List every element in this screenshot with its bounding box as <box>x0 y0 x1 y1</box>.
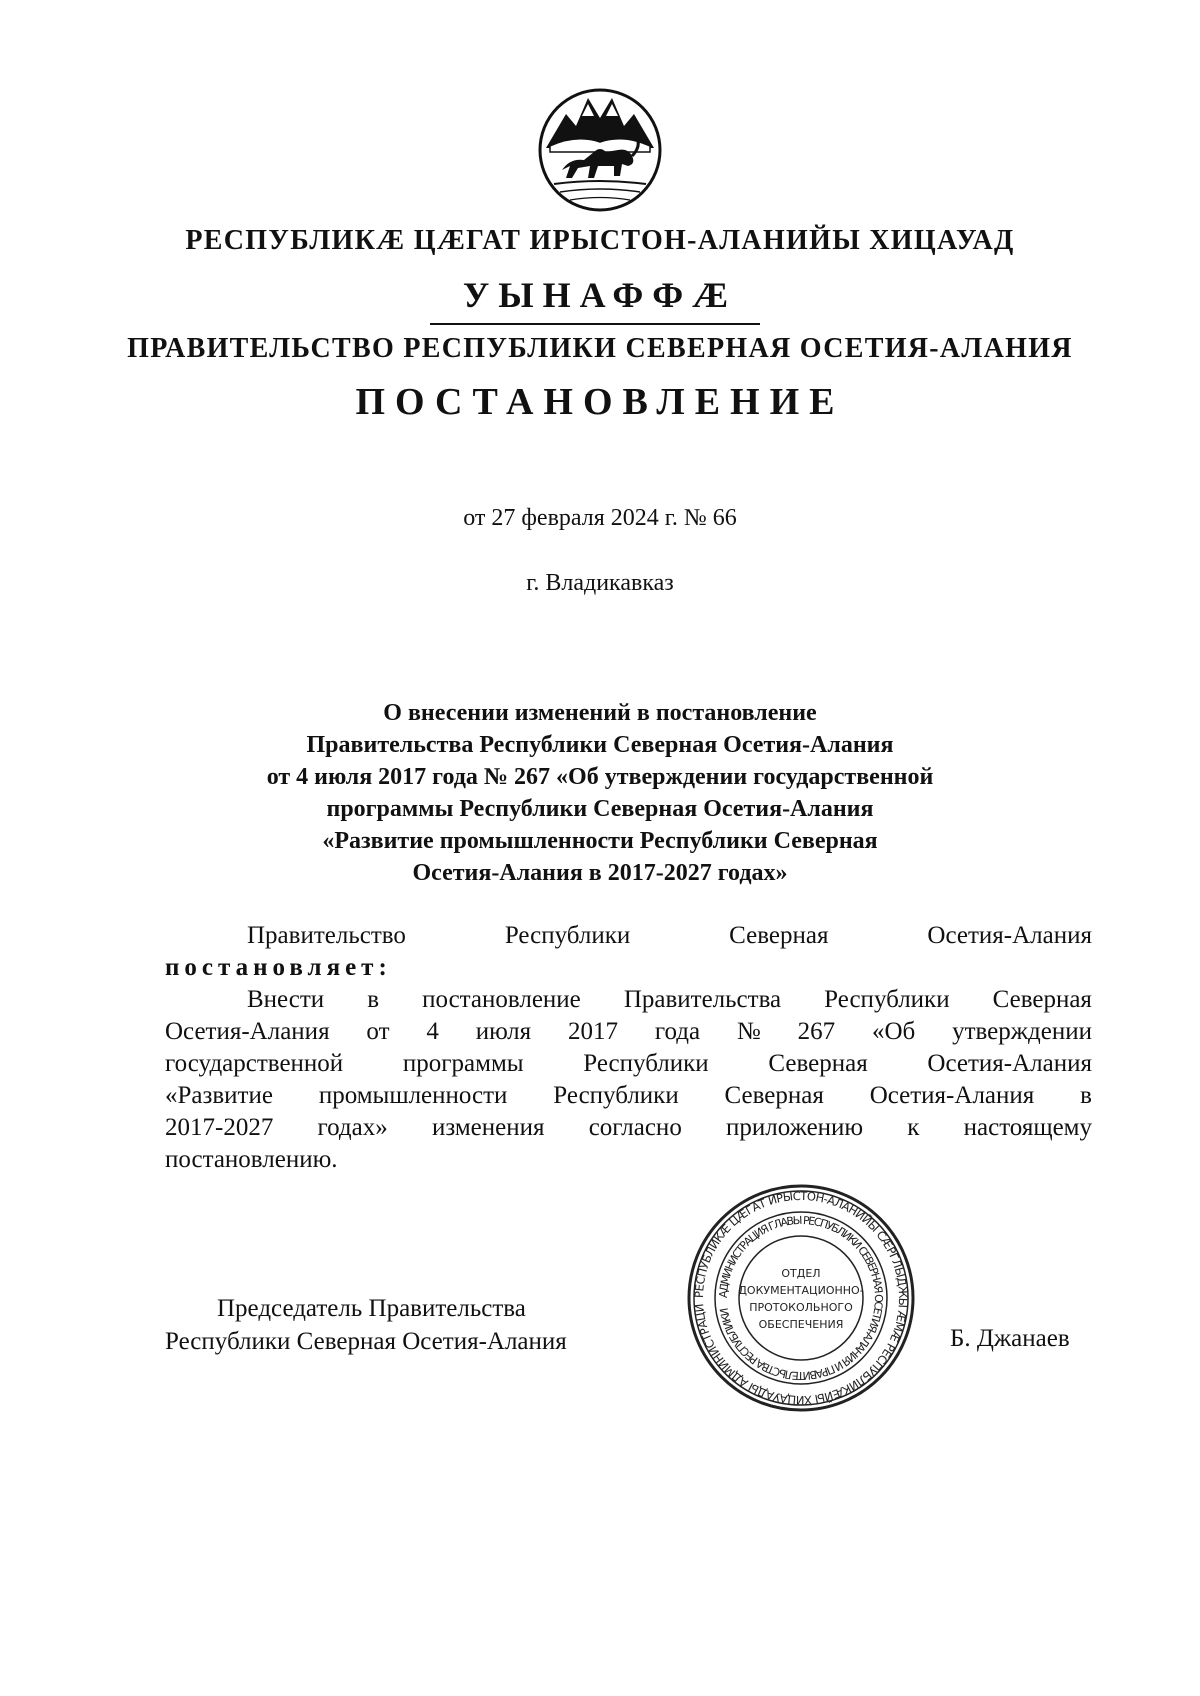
paragraph-word: в <box>1080 1082 1092 1109</box>
svg-text:АДМИНИСТРАЦИЯ ГЛАВЫ РЕСПУБЛИКИ <box>717 1214 885 1382</box>
paragraph-line <box>165 1080 1092 1112</box>
paragraph-word: Республики <box>583 1050 709 1077</box>
signatory-position <box>165 1292 567 1358</box>
title-line: программы Республики Северная Осетия-Алания <box>326 796 874 822</box>
paragraph-word: в <box>367 986 380 1013</box>
preamble-word: Осетия-Алания <box>927 922 1092 949</box>
paragraph-word: к <box>907 1114 920 1141</box>
paragraph-word: 267 <box>797 1018 836 1045</box>
paragraph-word: постановление <box>422 986 581 1013</box>
paragraph-word: «Об <box>871 1018 916 1045</box>
paragraph-word: годах» <box>317 1114 388 1141</box>
paragraph-word: Осетия-Алания <box>927 1050 1092 1077</box>
document-title <box>0 697 1200 889</box>
title-line: О внесении изменений в постановление <box>383 700 817 726</box>
paragraph-word: Северная <box>724 1082 824 1109</box>
preamble-word: Правительство <box>247 922 406 949</box>
paragraph-word: программы <box>402 1050 524 1077</box>
decree-paragraph <box>165 984 1092 1176</box>
signatory-name: Б. Джанаев <box>950 1325 1070 1352</box>
position-line: Председатель Правительства <box>217 1295 526 1322</box>
title-line: «Развитие промышленности Республики Северная <box>322 828 878 854</box>
position-line: Республики Северная Осетия-Алания <box>165 1328 567 1355</box>
header-ossetian-document-type: УЫНАФФӔ <box>462 275 738 315</box>
paragraph-word: Внести <box>247 986 325 1013</box>
coat-of-arms-emblem <box>536 86 664 214</box>
paragraph-word: согласно <box>588 1114 682 1141</box>
paragraph-word: утверждении <box>952 1018 1092 1045</box>
paragraph-word: Осетия-Алания <box>869 1082 1035 1109</box>
seal-center-line: ДОКУМЕНТАЦИОННО- <box>738 1284 864 1297</box>
seal-outer-text: РЕСПУБЛИКӔ ЦӔГАТ ИРЫСТОН-АЛАНИЙЫ СӔРГЛЫДЖЫ ӔМӔ РЕСПУБЛИКӔЙЫ ХИЦАУАДЫ АДМИНИСТРАЦИ <box>691 1188 911 1408</box>
header-divider <box>430 323 760 325</box>
official-seal <box>686 1183 916 1413</box>
header-russian-organization: ПРАВИТЕЛЬСТВО РЕСПУБЛИКИ СЕВЕРНАЯ ОСЕТИЯ-АЛАНИЯ <box>127 333 1073 364</box>
paragraph-word: Республики <box>553 1082 679 1109</box>
paragraph-word: Осетия-Алания <box>165 1018 330 1045</box>
preamble-word: Северная <box>729 922 829 949</box>
header-russian-document-type: ПОСТАНОВЛЕНИЕ <box>355 381 845 423</box>
paragraph-word: № <box>736 1018 761 1045</box>
seal-inner-text: АДМИНИСТРАЦИЯ ГЛАВЫ РЕСПУБЛИКИ СЕВЕРНАЯ ОСЕТИЯ-АЛАНИЯ И ПРАВИТЕЛЬСТВА РЕСПУБЛИКИ <box>716 1213 886 1383</box>
paragraph-word: приложению <box>726 1114 864 1141</box>
paragraph-line <box>165 1048 1092 1080</box>
paragraph-line <box>165 1016 1092 1048</box>
document-date-number: от 27 февраля 2024 г. № 66 <box>463 505 737 531</box>
seal-center-line: ПРОТОКОЛЬНОГО <box>749 1301 853 1314</box>
paragraph-word: Северная <box>992 986 1092 1013</box>
paragraph-word: 2017-2027 <box>165 1114 274 1141</box>
paragraph-line <box>165 984 1092 1016</box>
preamble-word: Республики <box>504 922 631 949</box>
paragraph-word: Правительства <box>623 986 782 1013</box>
paragraph-word: промышленности <box>318 1082 508 1109</box>
decree-verb: постановляет: <box>165 954 392 981</box>
seal-center-line: ОТДЕЛ <box>781 1267 821 1280</box>
document-city: г. Владикавказ <box>526 570 674 596</box>
title-line: от 4 июля 2017 года № 267 «Об утверждении государственной <box>266 764 934 790</box>
paragraph-word: «Развитие <box>165 1082 273 1109</box>
header-ossetian-organization: РЕСПУБЛИКӔ ЦӔГАТ ИРЫСТОН-АЛАНИЙЫ ХИЦАУАД <box>185 225 1015 256</box>
paragraph-word: изменения <box>431 1114 545 1141</box>
paragraph-word: Республики <box>824 986 950 1013</box>
document-body <box>165 920 1092 1176</box>
paragraph-line <box>165 1112 1092 1144</box>
paragraph-word: постановлению. <box>165 1146 338 1173</box>
preamble-line <box>165 920 1092 952</box>
paragraph-word: 2017 <box>567 1018 618 1045</box>
seal-center-line: ОБЕСПЕЧЕНИЯ <box>758 1318 844 1331</box>
paragraph-word: года <box>654 1018 701 1045</box>
paragraph-word: государственной <box>165 1050 344 1077</box>
paragraph-word: от <box>366 1018 390 1045</box>
paragraph-word: Северная <box>768 1050 868 1077</box>
paragraph-line <box>165 1144 1092 1176</box>
title-line: Осетия-Алания в 2017-2027 годах» <box>412 860 788 886</box>
paragraph-word: 4 <box>426 1018 439 1045</box>
paragraph-word: июля <box>475 1018 532 1045</box>
title-line: Правительства Республики Северная Осетия-Алания <box>306 732 894 758</box>
paragraph-word: настоящему <box>963 1114 1092 1141</box>
